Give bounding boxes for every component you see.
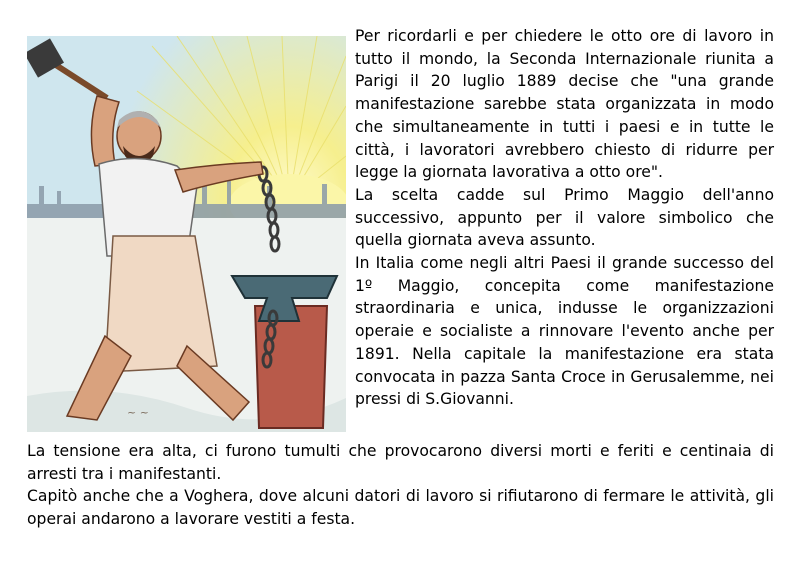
blacksmith-illustration (27, 36, 346, 432)
paragraph-italy-1891: In Italia come negli altri Paesi il grande successo del 1º Maggio, concepita come manifestazione straordinaria e unica, indusse le organizzazioni operaie e socialiste a rinnovare l'evento anche per 1891. Nella capitale la manifestazione era stata convocata in pazza Santa Croce in Gerusalemme, nei pressi di S.Giovanni. (355, 254, 774, 409)
bottom-text-block (27, 440, 774, 531)
paragraph-primo-maggio-choice: La scelta cadde sul Primo Maggio dell'anno successivo, appunto per il valore simbolico che quella giornata aveva assunto. (355, 185, 774, 250)
svg-text:~ ~: ~ ~ (127, 406, 149, 419)
main-text-column (355, 25, 774, 411)
paragraph-second-international: Per ricordarli e per chiedere le otto ore di lavoro in tutto il mondo, la Seconda Internazionale riunita a Parigi il 20 luglio 1889 decise che "una grande manifestazione sarebbe stata organizzata in modo che simultaneamente in tutti i paesi e in tutte le città, i lavoratori avrebbero chiesto di ridurre per legge la giornata lavorativa a otto ore". (355, 27, 774, 182)
paragraph-voghera: Capitò anche che a Voghera, dove alcuni datori di lavoro si rifiutarono di fermare le attività, gli operai andarono a lavorare vestiti a festa. (27, 487, 774, 529)
blacksmith-breaking-chains-icon (27, 36, 346, 432)
paragraph-tension: La tensione era alta, ci furono tumulti che provocarono diversi morti e feriti e centinaia di arresti tra i manifestanti. (27, 442, 774, 483)
